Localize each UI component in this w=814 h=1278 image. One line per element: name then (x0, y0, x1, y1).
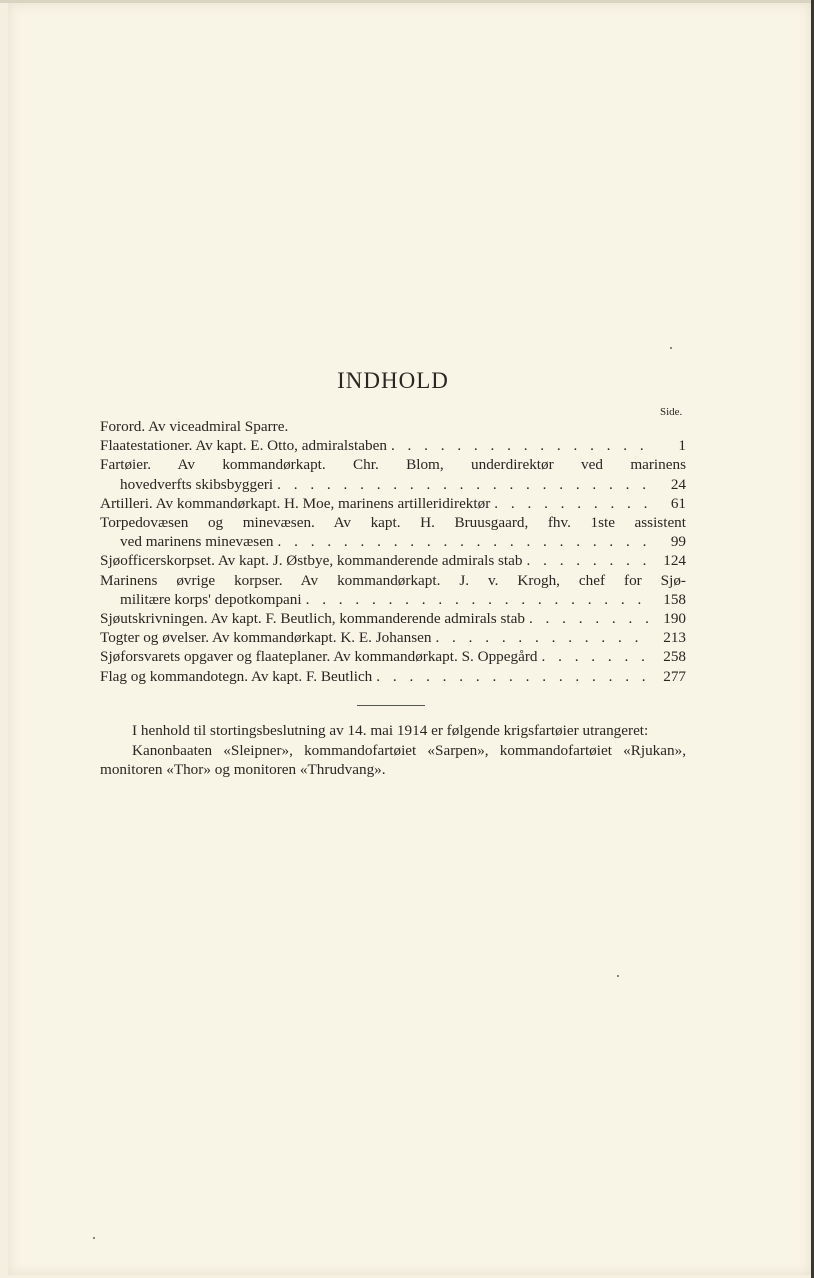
toc-entry-title: Flaatestationer. Av kapt. E. Otto, admiralstaben (100, 437, 387, 455)
toc-page-number: 124 (663, 552, 686, 570)
toc-entry (100, 494, 686, 513)
toc-entry-title: Torpedovæsen og minevæsen. Av kapt. H. Bruusgaard, fhv. 1ste assistent (100, 514, 686, 532)
toc-page-number: 277 (663, 667, 686, 685)
toc-entry (100, 609, 686, 628)
toc-entry-continuation: militære korps' depotkompani (120, 590, 302, 608)
note-paragraph: Kanonbaaten «Sleipner», kommandofartøiet «Sarpen», kommandofartøiet «Rjukan», monitoren «Thor» og monitoren «Thrudvang». (100, 741, 686, 778)
dot-leader (494, 494, 650, 513)
table-of-contents (100, 417, 686, 686)
paper-speck (93, 1237, 95, 1239)
toc-entry (100, 667, 686, 686)
toc-page-number: 190 (663, 610, 686, 628)
toc-entry (100, 647, 686, 666)
dot-leader (527, 551, 651, 570)
toc-page-number: 24 (670, 475, 686, 493)
toc-entry-title: Flag og kommandotegn. Av kapt. F. Beutlich (100, 667, 373, 685)
dot-leader (278, 532, 650, 551)
toc-entry-title: Togter og øvelser. Av kommandørkapt. K. E. Johansen (100, 629, 432, 647)
paper-speck (617, 975, 619, 977)
section-divider (357, 705, 425, 706)
toc-page-number: 1 (678, 437, 686, 455)
dot-leader (376, 667, 650, 686)
toc-page-number: 61 (670, 494, 686, 512)
toc-page-number: 99 (670, 533, 686, 551)
page-column-label: Side. (660, 406, 683, 418)
toc-entry (100, 628, 686, 647)
toc-entry-title: Marinens øvrige korpser. Av kommandørkapt. J. v. Krogh, chef for Sjø- (100, 571, 686, 589)
toc-entry (100, 455, 686, 493)
toc-entry-title: Sjøforsvarets opgaver og flaateplaner. Av kommandørkapt. S. Oppegård (100, 648, 538, 666)
dot-leader (435, 628, 650, 647)
dot-leader (529, 609, 650, 628)
toc-entry-title: Fartøier. Av kommandørkapt. Chr. Blom, underdirektør ved marinens (100, 456, 686, 474)
dot-leader (277, 475, 650, 494)
toc-page-number: 213 (663, 629, 686, 647)
toc-page-number: 258 (663, 648, 686, 666)
note-paragraph: I henhold til stortingsbeslutning av 14. mai 1914 er følgende krigsfartøier utrangeret: (132, 722, 649, 739)
toc-entry (100, 571, 686, 609)
toc-entry-title: Sjøofficerskorpset. Av kapt. J. Østbye, kommanderende admirals stab (100, 552, 523, 570)
paper-speck (670, 347, 672, 349)
dot-leader (391, 436, 650, 455)
toc-entry-continuation: hovedverfts skibsbyggeri (120, 475, 274, 493)
toc-entry (100, 436, 686, 455)
toc-entry-title: Sjøutskrivningen. Av kapt. F. Beutlich, kommanderende admirals stab (100, 610, 525, 628)
toc-entry-title: Artilleri. Av kommandørkapt. H. Moe, marinens artilleridirektør (100, 494, 491, 512)
toc-page-number: 158 (663, 590, 686, 608)
toc-entry-title: Forord. Av viceadmiral Sparre. (100, 418, 289, 435)
toc-entry-continuation: ved marinens minevæsen (120, 533, 274, 551)
toc-entry (100, 513, 686, 551)
decommission-note (100, 721, 686, 780)
page-title: INDHOLD (337, 368, 449, 393)
dot-leader (542, 647, 650, 666)
dot-leader (306, 590, 650, 609)
toc-entry (100, 551, 686, 570)
toc-entry (100, 417, 686, 436)
